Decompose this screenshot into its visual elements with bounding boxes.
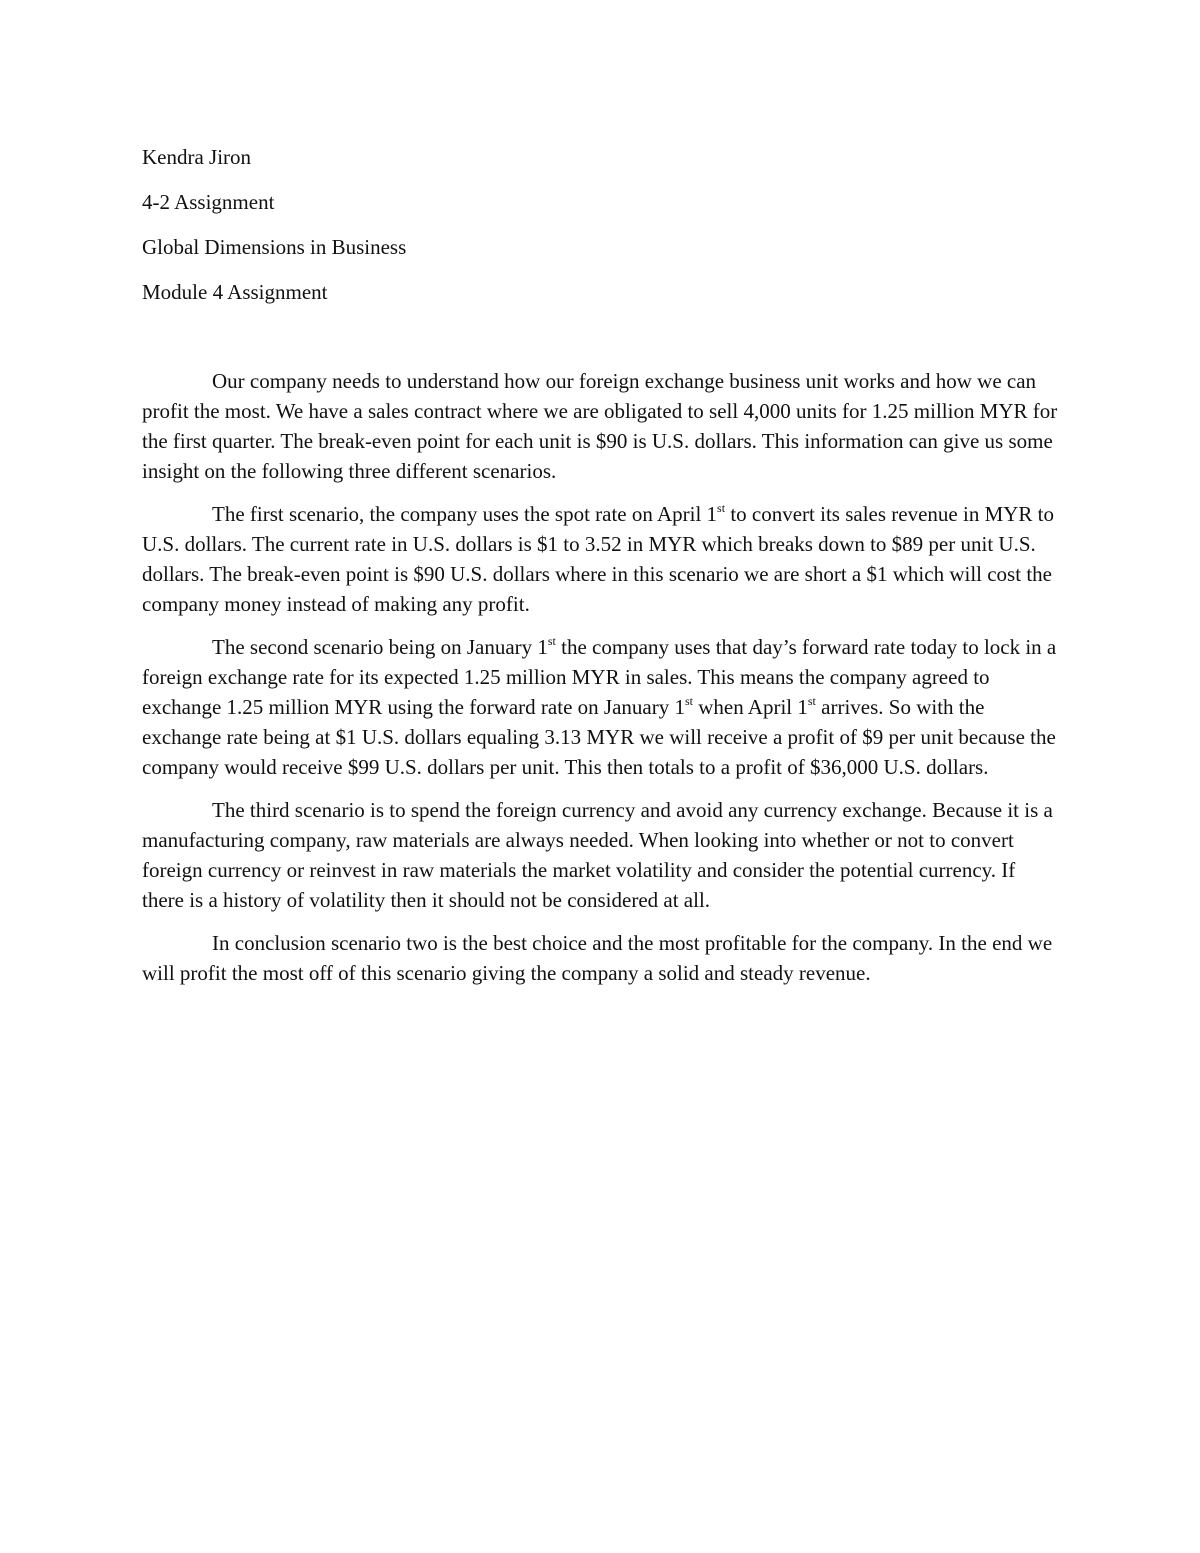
paragraph-conclusion: In conclusion scenario two is the best choice and the most profitable for the company. In the end we will profit the most off of this scenario giving the company a solid and steady revenue. [142,931,1053,985]
ordinal-suffix: st [684,694,693,708]
paragraph-introduction: Our company needs to understand how our foreign exchange business unit works and how we can profit the most. We have a sales contract where we are obligated to sell 4,000 units for 1.25 million MYR for the first quarter. The break-even point for each unit is $90 is U.S. dollars. This information can give us some insight on the following three different scenarios. [142,369,1058,483]
paragraph-text: the company uses that day’s forward rate today to lock in a foreign exchange rate for its expected 1.25 million MYR in sales. This means the company agreed to exchange 1.25 million MYR using the forward rate on January 1 [142,635,1057,719]
ordinal-suffix: st [547,634,556,648]
author-name: Kendra Jiron [142,145,252,169]
paragraph-text: The first scenario, the company uses the spot rate on April 1 [212,502,718,526]
document-body [142,366,1062,1001]
paragraph-scenario-two [142,632,1062,782]
ordinal-suffix: st [717,501,726,515]
paragraph-text: The second scenario being on January 1 [212,635,548,659]
paragraph-text: to convert its sales revenue in MYR to U.S. dollars. The current rate in U.S. dollars is $1 to 3.52 in MYR which breaks down to $89 per unit U.S. dollars. The break-even point is $90 U.S. dollars where in this scenario we are short a $1 which will cost the company money instead of making any profit. [142,502,1054,616]
paragraph-text: arrives. So with the exchange rate being at $1 U.S. dollars equaling 3.13 MYR we will receive a profit of $9 per unit because the company would receive $99 U.S. dollars per unit. This then totals to a profit of $36,000 U.S. dollars. [142,695,1056,779]
paragraph-scenario-one [142,499,1062,619]
ordinal-suffix: st [807,694,816,708]
module-name: Module 4 Assignment [142,280,328,304]
course-name: Global Dimensions in Business [142,235,407,259]
paragraph-scenario-three: The third scenario is to spend the foreign currency and avoid any currency exchange. Because it is a manufacturing company, raw materials are always needed. When looking into whether or not to convert foreign currency or reinvest in raw materials the market volatility and consider the potential currency. If there is a history of volatility then it should not be considered at all. [142,798,1053,912]
assignment-title: 4-2 Assignment [142,190,275,214]
document-header [142,142,1060,322]
paragraph-text: when April 1 [692,695,808,719]
